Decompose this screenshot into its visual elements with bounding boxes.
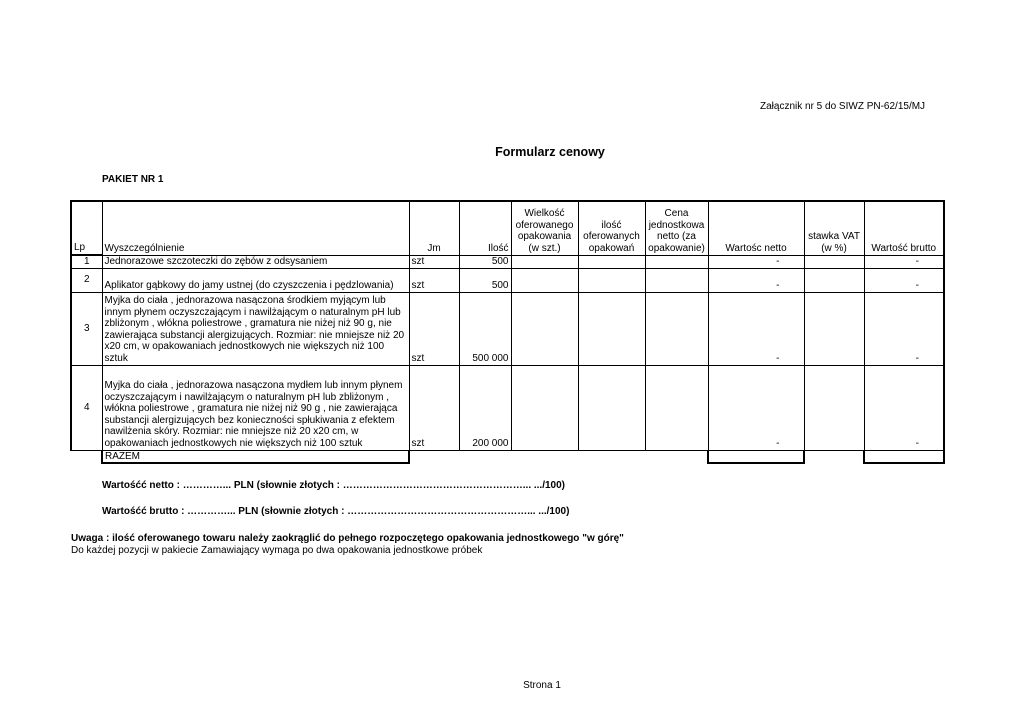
col-desc: Wyszczególnienie [102,201,409,255]
row-pack-size[interactable] [511,292,578,365]
col-gross-value: Wartość brutto [864,201,944,255]
row-vat[interactable] [804,268,864,292]
total-gross[interactable] [864,450,944,463]
row-vat[interactable] [804,292,864,365]
price-table [70,200,945,464]
row-vat[interactable] [804,365,864,450]
summary-netto: Wartośćć netto : …………... PLN (słownie złotych : ………………………………………………... .../100) [102,480,565,491]
total-net[interactable] [708,450,804,463]
row-gross: - [864,292,944,365]
header-row [71,201,944,255]
row-desc: Myjka do ciała , jednorazowa nasączona środkiem myjącym lub innym płynem oczyszczającym i nawilżającym o naturalnym pH lub zbliżonym , włókna poliestrowe , gramatura nie niżej niż 90 g, nie zawierająca substancji alergizujących. Rozmiar: nie mniejsze niż 20 x20 cm, w opakowaniach jednostkowych nie większych niż 100 sztuk [102,292,409,365]
row-gross: - [864,268,944,292]
page-title: Formularz cenowy [495,145,605,159]
total-row [71,450,944,463]
row-qty: 200 000 [459,365,511,450]
row-desc: Myjka do ciała , jednorazowa nasączona mydłem lub innym płynem oczyszczającym i nawilżającym o naturalnym pH lub zbliżonym , włókna poliestrowe , gramatura nie niżej niż 90 g , nie zawierająca substancji alergizujących bez konieczności spłukiwania z efektem nawilżenia skóry. Rozmiar: nie mniejsze niż 20 x20 cm, w opakowaniach jednostkowych nie większych niż 100 sztuk [102,365,409,450]
note-bold: Uwaga : ilość oferowanego towaru należy zaokrąglić do pełnego rozpoczętego opakowania jednostkowego "w górę" [71,533,624,544]
row-packs[interactable] [578,365,645,450]
row-net: - [708,365,804,450]
col-qty: Ilość [459,201,511,255]
row-qty: 500 [459,268,511,292]
col-packs: ilość oferowanych opakowań [578,201,645,255]
row-unit-price[interactable] [645,268,708,292]
attachment-reference: Załącznik nr 5 do SIWZ PN-62/15/MJ [760,101,926,112]
table-row [71,365,944,450]
row-lp: 1 [71,255,102,268]
row-unit-price[interactable] [645,365,708,450]
col-vat: stawka VAT (w %) [804,201,864,255]
row-qty: 500 000 [459,292,511,365]
row-pack-size[interactable] [511,268,578,292]
table-row [71,268,944,292]
row-pack-size[interactable] [511,255,578,268]
row-lp: 4 [71,365,102,450]
row-net: - [708,292,804,365]
row-lp: 2 [71,268,102,292]
package-label: PAKIET NR 1 [102,174,164,185]
col-unit-price: Cena jednostkowa netto (za opakowanie) [645,201,708,255]
row-unit: szt [409,255,459,268]
col-pack-size: Wielkość oferowanego opakowania (w szt.) [511,201,578,255]
row-net: - [708,255,804,268]
col-unit: Jm [409,201,459,255]
summary-brutto: Wartośćć brutto : …………... PLN (słownie złotych : ………………………………………………... .../100) [102,506,570,517]
row-gross: - [864,255,944,268]
row-packs[interactable] [578,292,645,365]
row-net: - [708,268,804,292]
row-gross: - [864,365,944,450]
row-desc: Aplikator gąbkowy do jamy ustnej (do czyszczenia i pędzlowania) [102,268,409,292]
row-unit-price[interactable] [645,292,708,365]
row-packs[interactable] [578,268,645,292]
row-qty: 500 [459,255,511,268]
row-unit: szt [409,292,459,365]
col-lp: Lp [71,201,102,255]
row-vat[interactable] [804,255,864,268]
col-net-value: Wartośc netto [708,201,804,255]
row-packs[interactable] [578,255,645,268]
row-unit: szt [409,365,459,450]
row-unit-price[interactable] [645,255,708,268]
row-desc: Jednorazowe szczoteczki do zębów z odsysaniem [102,255,409,268]
total-label: RAZEM [102,450,409,463]
note-plain: Do każdej pozycji w pakiecie Zamawiający wymaga po dwa opakowania jednostkowe próbek [71,545,483,556]
table-row [71,292,944,365]
table-row [71,255,944,268]
page-number: Strona 1 [523,680,561,691]
row-pack-size[interactable] [511,365,578,450]
row-unit: szt [409,268,459,292]
row-lp: 3 [71,292,102,365]
